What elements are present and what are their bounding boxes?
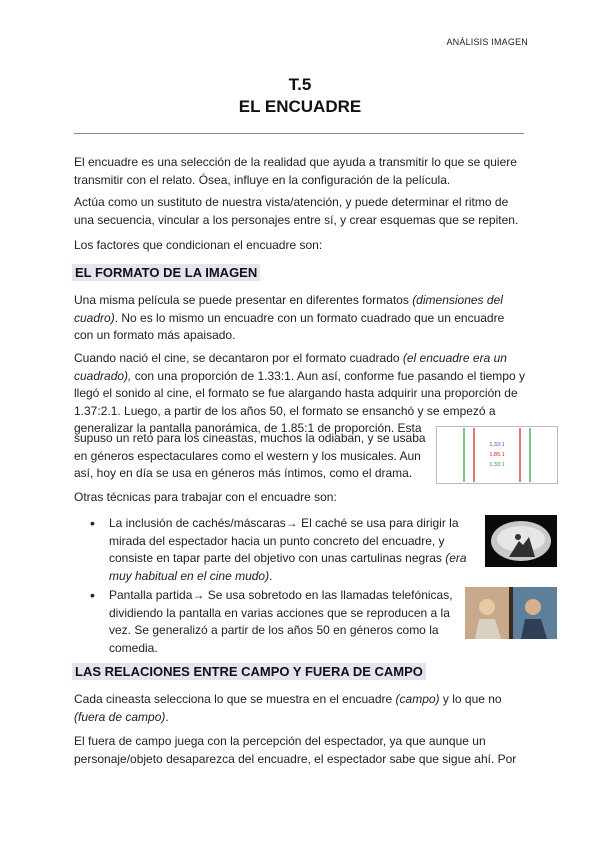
bullet-item-split-screen: Pantalla partida→ Se usa sobretodo en las llamadas telefónicas, dividiendo la pantalla en varias acciones que se reproducen a la vez. Se generalizó a partir de los años 50 en géneros como la comedia. xyxy=(109,588,453,655)
section-heading-formato: EL FORMATO DE LA IMAGEN xyxy=(72,264,260,281)
campo-p1-text-b: y lo que no xyxy=(439,692,502,706)
aspect-ratio-diagram xyxy=(436,426,558,484)
campo-p1-italic-1: (campo) xyxy=(395,692,440,706)
formato-p2-text-b: con una proporción de 1.33:1. Aun así, conforme fue pasando el tiempo y llegó el sonido al cine, el formato se fue alargando hasta adquirir una proporción de 1.37:2.1. Luego, a partir de los años 50, el formato se ensanchó y se empezó a generalizar la pantalla panorámica, de 1.85:1 de proporción. Esta xyxy=(74,368,525,435)
split-still-face-right xyxy=(525,599,541,615)
bullet-marker: • xyxy=(90,587,95,603)
campo-paragraph-1 xyxy=(74,691,526,726)
campo-p1-text-c: . xyxy=(165,709,169,724)
formato-p2-italic: (el encuadre era un cuadrado), xyxy=(74,351,507,383)
split-still-divider xyxy=(509,587,513,639)
diagram-label-green: 1.33:1 xyxy=(489,462,505,468)
formato-paragraph-3: Otras técnicas para trabajar con el encuadre son: xyxy=(74,490,337,504)
bullet-marker: • xyxy=(90,515,95,531)
formato-p2-text-a: Cuando nació el cine, se decantaron por el formato cuadrado xyxy=(74,351,403,365)
formato-paragraph-2 xyxy=(74,350,526,438)
title-divider xyxy=(74,133,524,134)
campo-p1-italic-2: (fuera de campo) xyxy=(74,709,166,724)
intro-paragraph-1: El encuadre es una selección de la realidad que ayuda a transmitir lo que se quiere transmitir con el relato. Ósea, influye en la configuración de la película. xyxy=(74,155,517,187)
bullet-caches-text: La inclusión de cachés/máscaras→ El caché se usa para dirigir la mirada del espectador hacia un punto concreto del encuadre, y consiste en tapar parte del objetivo con unas cartulinas negras xyxy=(109,516,459,565)
page-title: EL ENCUADRE xyxy=(238,97,362,116)
section-heading-campo: LAS RELACIONES ENTRE CAMPO Y FUERA DE CAMPO xyxy=(72,663,426,680)
bullet-caches-end: . xyxy=(269,568,273,583)
intro-paragraph-2: Actúa como un sustituto de nuestra vista/atención, y puede determinar el ritmo de una secuencia, vincular a los personajes entre sí, y crear esquemas que se repiten. xyxy=(74,195,519,227)
bullet-item-caches xyxy=(109,515,469,585)
running-header: ANÁLISIS IMAGEN xyxy=(446,37,528,47)
split-screen-film-still xyxy=(465,587,557,639)
mask-still-head xyxy=(515,534,521,540)
formato-paragraph-2-cont: supuso un reto para los cineastas, muchos la odiaban, y se usaba en géneros espectaculares como el western y los musicales. Aun así, hoy en día se usa en géneros más íntimos, como el drama. xyxy=(74,431,426,480)
split-still-face-left xyxy=(479,599,495,615)
diagram-label-red: 1.85:1 xyxy=(489,452,505,458)
diagram-label-blue: 1.33:1 xyxy=(489,442,505,448)
campo-paragraph-2: El fuera de campo juega con la percepción del espectador, ya que aunque un personaje/objeto desaparezca del encuadre, el espectador sabe que sigue ahí. Por xyxy=(74,734,517,766)
mask-film-still xyxy=(485,515,557,567)
bullet-caches-italic: (era muy habitual en el cine mudo) xyxy=(109,551,467,583)
formato-paragraph-1 xyxy=(74,292,526,345)
formato-p1-text-a: Una misma película se puede presentar en diferentes formatos xyxy=(74,293,413,307)
formato-p1-text-b: . No es lo mismo un encuadre con un formato cuadrado que un encuadre con un formato más apaisado. xyxy=(74,310,505,342)
chapter-number: T.5 xyxy=(288,75,312,94)
intro-paragraph-3: Los factores que condicionan el encuadre son: xyxy=(74,238,323,252)
formato-p1-italic: (dimensiones del cuadro) xyxy=(74,293,503,325)
campo-p1-text-a: Cada cineasta selecciona lo que se muestra en el encuadre xyxy=(74,692,396,706)
